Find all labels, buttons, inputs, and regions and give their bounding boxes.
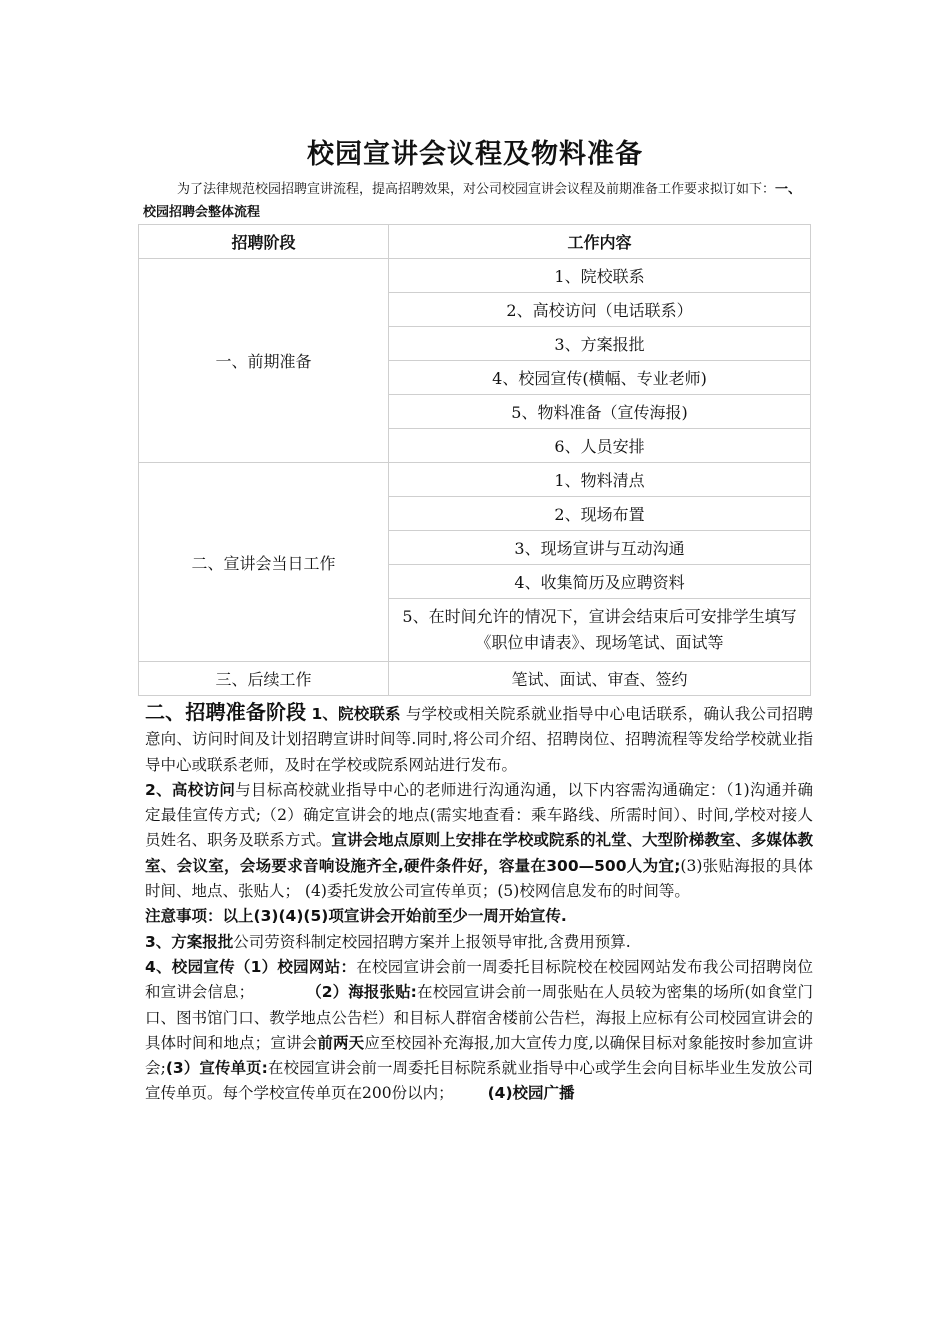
- text-poster-a: 在校园宣讲会前一周张贴在人员较为密集的场所(如食堂门口、图书馆门口、教学地点公告栏）和目标人群宿舍楼前公告栏，海报上应标有公司校园宣讲会的具体时间和地点；宣讲会: [145, 983, 813, 1052]
- text-venue-requirements: 宣讲会地点原则上安排在学校或院系的礼堂、大型阶梯教室、多媒体教室、会议室，会场要求音响设施齐全,硬件条件好，容量在300—500人为宜;: [145, 831, 813, 875]
- label-poster: （2）海报张贴:: [306, 983, 417, 1002]
- label-campus-website: 4、校园宣传（1）校园网站：: [145, 957, 357, 976]
- document-title: 校园宣讲会议程及物料准备: [307, 139, 643, 170]
- header-content: 工作内容: [389, 225, 811, 259]
- label-school-contact: 1、院校联系: [311, 705, 401, 723]
- text-school-visit-a: 与目标高校就业指导中心的老师进行沟通沟通，以下内容需沟通确定：（1)沟通并确定最佳宣传方式;（2）确定宣讲会的地点(需实地查看：乘车路线、所需时间）、时间,学校对接人员姓名、职务及联系方式。: [145, 780, 813, 850]
- content-cell: 5、物料准备（宣传海报): [389, 395, 811, 429]
- content-cell: 1、物料清点: [389, 463, 811, 497]
- note-text: 注意事项：以上(3)(4)(5)项宣讲会开始前至少一周开始宣传.: [145, 907, 567, 926]
- text-school-contact: 与学校或相关院系就业指导中心电话联系，确认我公司招聘意向、访问时间及计划招聘宣讲时间等.同时,将公司介绍、招聘岗位、招聘流程等发给学校就业指导中心或联系老师，及时在学校或院系网站进行发布。: [145, 705, 813, 774]
- intro-paragraph: [143, 178, 813, 224]
- text-two-days-before: 前两天: [317, 1033, 365, 1052]
- stage-cell: 二、宣讲会当日工作: [139, 463, 389, 662]
- content-cell: 4、收集简历及应聘资料: [389, 565, 811, 599]
- table-row: [139, 662, 811, 696]
- recruitment-flow-table: [138, 224, 811, 696]
- content-cell: 2、高校访问（电话联系）: [389, 293, 811, 327]
- label-leaflet: (3）宣传单页:: [165, 1059, 268, 1078]
- table-row: [139, 259, 811, 293]
- content-cell: 2、现场布置: [389, 497, 811, 531]
- intro-text: 为了法律规范校园招聘宣讲流程，提高招聘效果，对公司校园宣讲会议程及前期准备工作要求拟订如下：: [177, 182, 776, 197]
- label-school-visit: 2、高校访问: [145, 780, 236, 799]
- section2-heading: 二、招聘准备阶段: [145, 700, 307, 724]
- content-cell: 3、现场宣讲与互动沟通: [389, 531, 811, 565]
- section1-heading: 一、校园招聘会整体流程: [143, 182, 802, 220]
- paragraph-note: [145, 904, 813, 929]
- header-stage: 招聘阶段: [139, 225, 389, 259]
- stage-cell: 三、后续工作: [139, 662, 389, 696]
- table-row: [139, 463, 811, 497]
- paragraph-campus-promotion: [145, 955, 813, 1107]
- table-header-row: [139, 225, 811, 259]
- content-cell: 3、方案报批: [389, 327, 811, 361]
- text-leaflet: 在校园宣讲会前一周委托目标院系就业指导中心或学生会向目标毕业生发放公司宣传单页。每个学校宣传单页在200份以内；: [145, 1059, 813, 1103]
- text-school-visit-b: (3)张贴海报的具体时间、地点、张贴人； (4)委托发放公司宣传单页；(5)校网信息发布的时间等。: [145, 856, 813, 901]
- text-approval: 公司劳资科制定校园招聘方案并上报领导审批,含费用预算.: [233, 932, 631, 951]
- paragraph-school-contact: [145, 700, 813, 778]
- paragraph-approval: [145, 930, 813, 955]
- stage-cell: 一、前期准备: [139, 259, 389, 463]
- label-campus-radio: (4)校园广播: [487, 1084, 575, 1103]
- content-cell: 6、人员安排: [389, 429, 811, 463]
- text-campus-website: 在校园宣讲会前一周委托目标院校在校园网站发布我公司招聘岗位和宣讲会信息；: [145, 957, 813, 1002]
- content-cell: 笔试、面试、审查、签约: [389, 662, 811, 696]
- content-cell: 5、在时间允许的情况下，宣讲会结束后可安排学生填写《职位申请表》、现场笔试、面试等: [389, 599, 811, 662]
- section2-body: [145, 700, 813, 1107]
- label-approval: 3、方案报批: [145, 932, 234, 951]
- text-poster-b: 应至校园补充海报,加大宣传力度,以确保目标对象能按时参加宣讲会;: [145, 1033, 813, 1078]
- paragraph-school-visit: [145, 778, 813, 904]
- content-cell: 4、校园宣传(横幅、专业老师): [389, 361, 811, 395]
- content-cell: 1、院校联系: [389, 259, 811, 293]
